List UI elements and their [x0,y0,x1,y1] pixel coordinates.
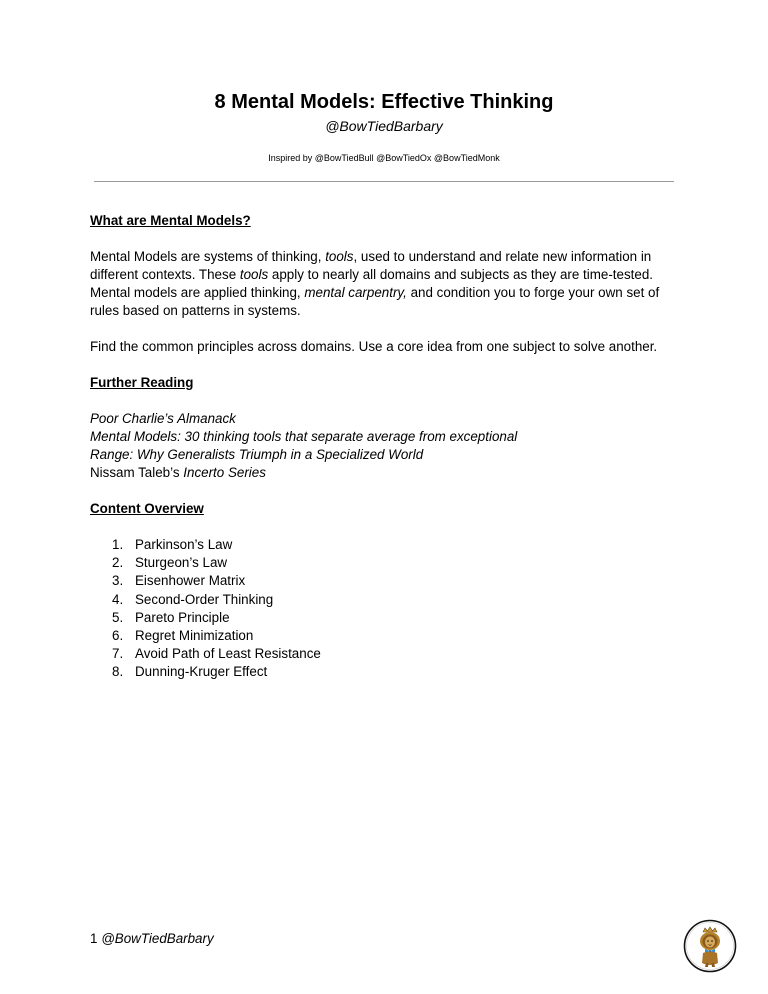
list-item-label: Parkinson’s Law [135,537,233,552]
intro-text-tools-1: tools [325,249,354,264]
list-item-number: 1. [112,537,124,552]
spacer [90,518,690,536]
lion-logo-icon [683,919,737,973]
intro-text-c: , used to understand and relate new information in different contexts. These [90,249,652,282]
page-footer [90,930,214,948]
list-item-number: 2. [112,555,124,571]
footer-handle: @BowTiedBarbary [101,931,214,946]
spacer [90,320,690,338]
spacer [90,230,690,248]
intro-text-tools-2: tools [239,267,269,282]
list-item [90,627,690,645]
intro-text-e: apply to nearly all domains and subjects as they are time-tested. Mental models are applied thinking, [90,267,653,300]
inspired-by-line: Inspired by @BowTiedBull @BowTiedOx @BowTiedMonk [268,153,500,163]
list-item [90,663,690,681]
reading-item-4 [90,464,690,482]
list-item-label: Pareto Principle [135,609,230,625]
intro-text-g: and condition you to forge your own set of rules based on patterns in systems. [90,285,660,318]
section-heading-further-reading: Further Reading [90,375,194,390]
list-item-label: Second-Order Thinking [135,591,274,607]
intro-text-mental-carpentry: mental carpentry, [304,285,407,300]
list-item-number: 6. [112,627,124,643]
list-item-number: 7. [112,646,124,662]
spacer [90,392,690,410]
list-item-label: Regret Minimization [135,627,254,643]
section-heading-what-are-mental-models: What are Mental Models? [90,213,251,228]
list-item [90,536,690,554]
list-item-number: 4. [112,591,124,607]
content-overview-list [90,536,690,682]
document-title: 8 Mental Models: Effective Thinking [214,91,554,113]
list-item-number: 5. [112,609,124,625]
intro-text-a: Mental Models are systems of thinking, [90,249,326,264]
reading-item-4-prefix: Nissam Taleb’s [90,465,184,480]
list-item [90,645,690,663]
spacer [90,356,690,374]
list-item-number: 3. [112,573,124,589]
list-item-label: Dunning-Kruger Effect [135,664,268,680]
principles-paragraph: Find the common principles across domains. Use a core idea from one subject to solve another. [90,339,658,354]
list-item-label: Sturgeon’s Law [135,555,228,571]
list-item-label: Eisenhower Matrix [135,573,246,589]
reading-item-1: Poor Charlie’s Almanack [90,411,236,426]
reading-item-3: Range: Why Generalists Triumph in a Specialized World [90,447,424,462]
footer-page-number: 1 [90,931,98,946]
reading-item-4-title: Incerto Series [183,465,266,480]
list-item-label: Avoid Path of Least Resistance [135,646,321,662]
document-body [90,212,690,682]
document-subtitle: @BowTiedBarbary [325,118,443,134]
list-item [90,554,690,572]
list-item [90,591,690,609]
reading-item-2: Mental Models: 30 thinking tools that separate average from exceptional [90,429,518,444]
list-item [90,609,690,627]
spacer [90,482,690,500]
intro-paragraph [90,248,690,320]
horizontal-divider [94,181,674,182]
section-heading-content-overview: Content Overview [90,501,204,516]
list-item [90,572,690,590]
list-item-number: 8. [112,664,124,680]
